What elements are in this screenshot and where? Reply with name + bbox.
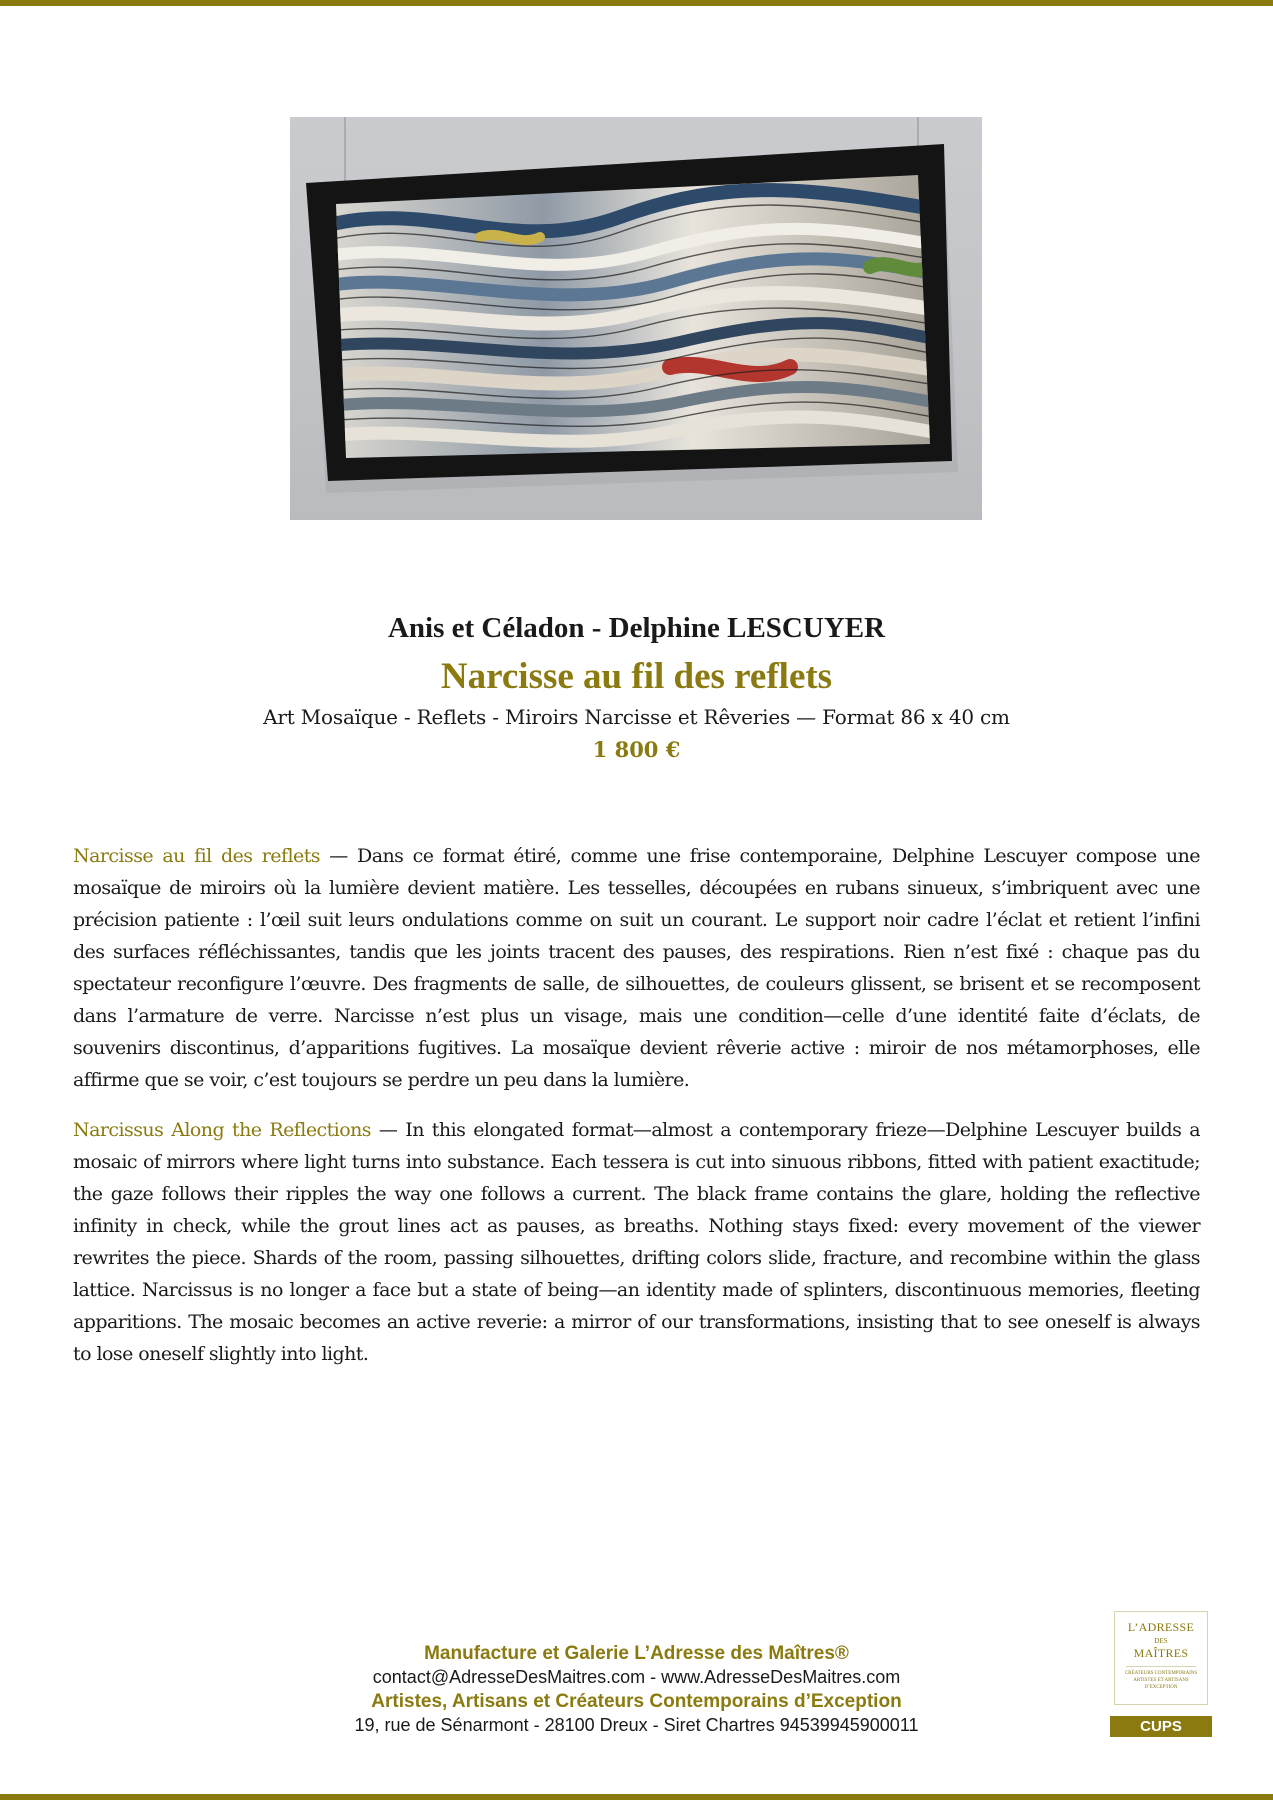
description-english-lead: Narcissus Along the Reflections	[73, 1119, 371, 1141]
description-french	[73, 840, 1200, 1096]
logo-line-2: DES	[1154, 1637, 1168, 1645]
footer-address: 19, rue de Sénarmont - 28100 Dreux - Siret Chartres 94539945900011	[354, 1715, 919, 1735]
description-french-body: — Dans ce format étiré, comme une frise contemporaine, Delphine Lescuyer compose une mosaïque de miroirs où la lumière devient matière. Les tesselles, découpées en rubans sinueux, s’imbriquent avec une précision patiente : l’œil suit leurs ondulations comme on suit un courant. Le support noir cadre l’éclat et retient l’infini des surfaces réfléchissantes, tandis que les joints tracent des pauses, des respirations. Rien n’est fixé : chaque pas du spectateur reconfigure l’œuvre. Des fragments de salle, de silhouettes, de couleurs glissent, se brisent et se recomposent dans l’armature de verre. Narcisse n’est plus un visage, mais une condition—celle d’une identité faite d’éclats, de souvenirs discontinus, d’apparitions fugitives. La mosaïque devient rêverie active : miroir de nos métamorphoses, elle affirme que se voir, c’est toujours se perdre un peu dans la lumière.	[73, 845, 1200, 1091]
logo-line-3: MAÎTRES	[1133, 1646, 1189, 1660]
cups-badge: CUPS	[1110, 1716, 1212, 1737]
bottom-accent-bar	[0, 1794, 1273, 1800]
description-french-lead: Narcisse au fil des reflets	[73, 845, 320, 867]
logo-line-1: L’ADRESSE	[1127, 1620, 1195, 1634]
description-english	[73, 1114, 1200, 1370]
logo-divider	[1126, 1666, 1196, 1667]
footer-tagline: Artistes, Artisans et Créateurs Contemporains d’Exception	[371, 1691, 902, 1712]
mirror-mosaic-image	[290, 117, 982, 520]
artwork-price: 1 800 €	[592, 737, 681, 762]
logo-line-6: D’EXCEPTION	[1144, 1685, 1178, 1690]
description-english-body: — In this elongated format—almost a contemporary frieze—Delphine Lescuyer builds a mosaic of mirrors where light turns into substance. Each tessera is cut into sinuous ribbons, fitted with patient exactitude; the gaze follows their ripples the way one follows a current. The black frame contains the glare, holding the reflective infinity in check, while the grout lines act as pauses, as breaths. Nothing stays fixed: every movement of the viewer rewrites the piece. Shards of the room, passing silhouettes, drifting colors slide, fracture, and recombine within the glass lattice. Narcissus is no longer a face but a state of being—an identity made of splinters, discontinuous memories, fleeting apparitions. The mosaic becomes an active reverie: a mirror of our transformations, insisting that to see oneself is always to lose oneself slightly into light.	[73, 1119, 1201, 1365]
top-accent-bar	[0, 0, 1273, 6]
logo-line-4: CRÉATEURS CONTEMPORAINS	[1124, 1671, 1198, 1676]
gallery-logo	[1114, 1611, 1208, 1705]
logo-line-5: ARTISTES ET ARTISANS	[1133, 1678, 1189, 1683]
artwork-photo	[290, 117, 982, 520]
artwork-subtitle: Art Mosaïque - Reflets - Miroirs Narcisse et Rêveries — Format 86 x 40 cm	[263, 705, 1010, 729]
artist-name: Anis et Céladon - Delphine LESCUYER	[387, 612, 886, 644]
footer-contact[interactable]: contact@AdresseDesMaitres.com - www.AdresseDesMaitres.com	[372, 1667, 901, 1687]
artwork-title: Narcisse au fil des reflets	[440, 656, 833, 697]
footer-gallery-name: Manufacture et Galerie L’Adresse des Maîtres®	[424, 1643, 849, 1664]
